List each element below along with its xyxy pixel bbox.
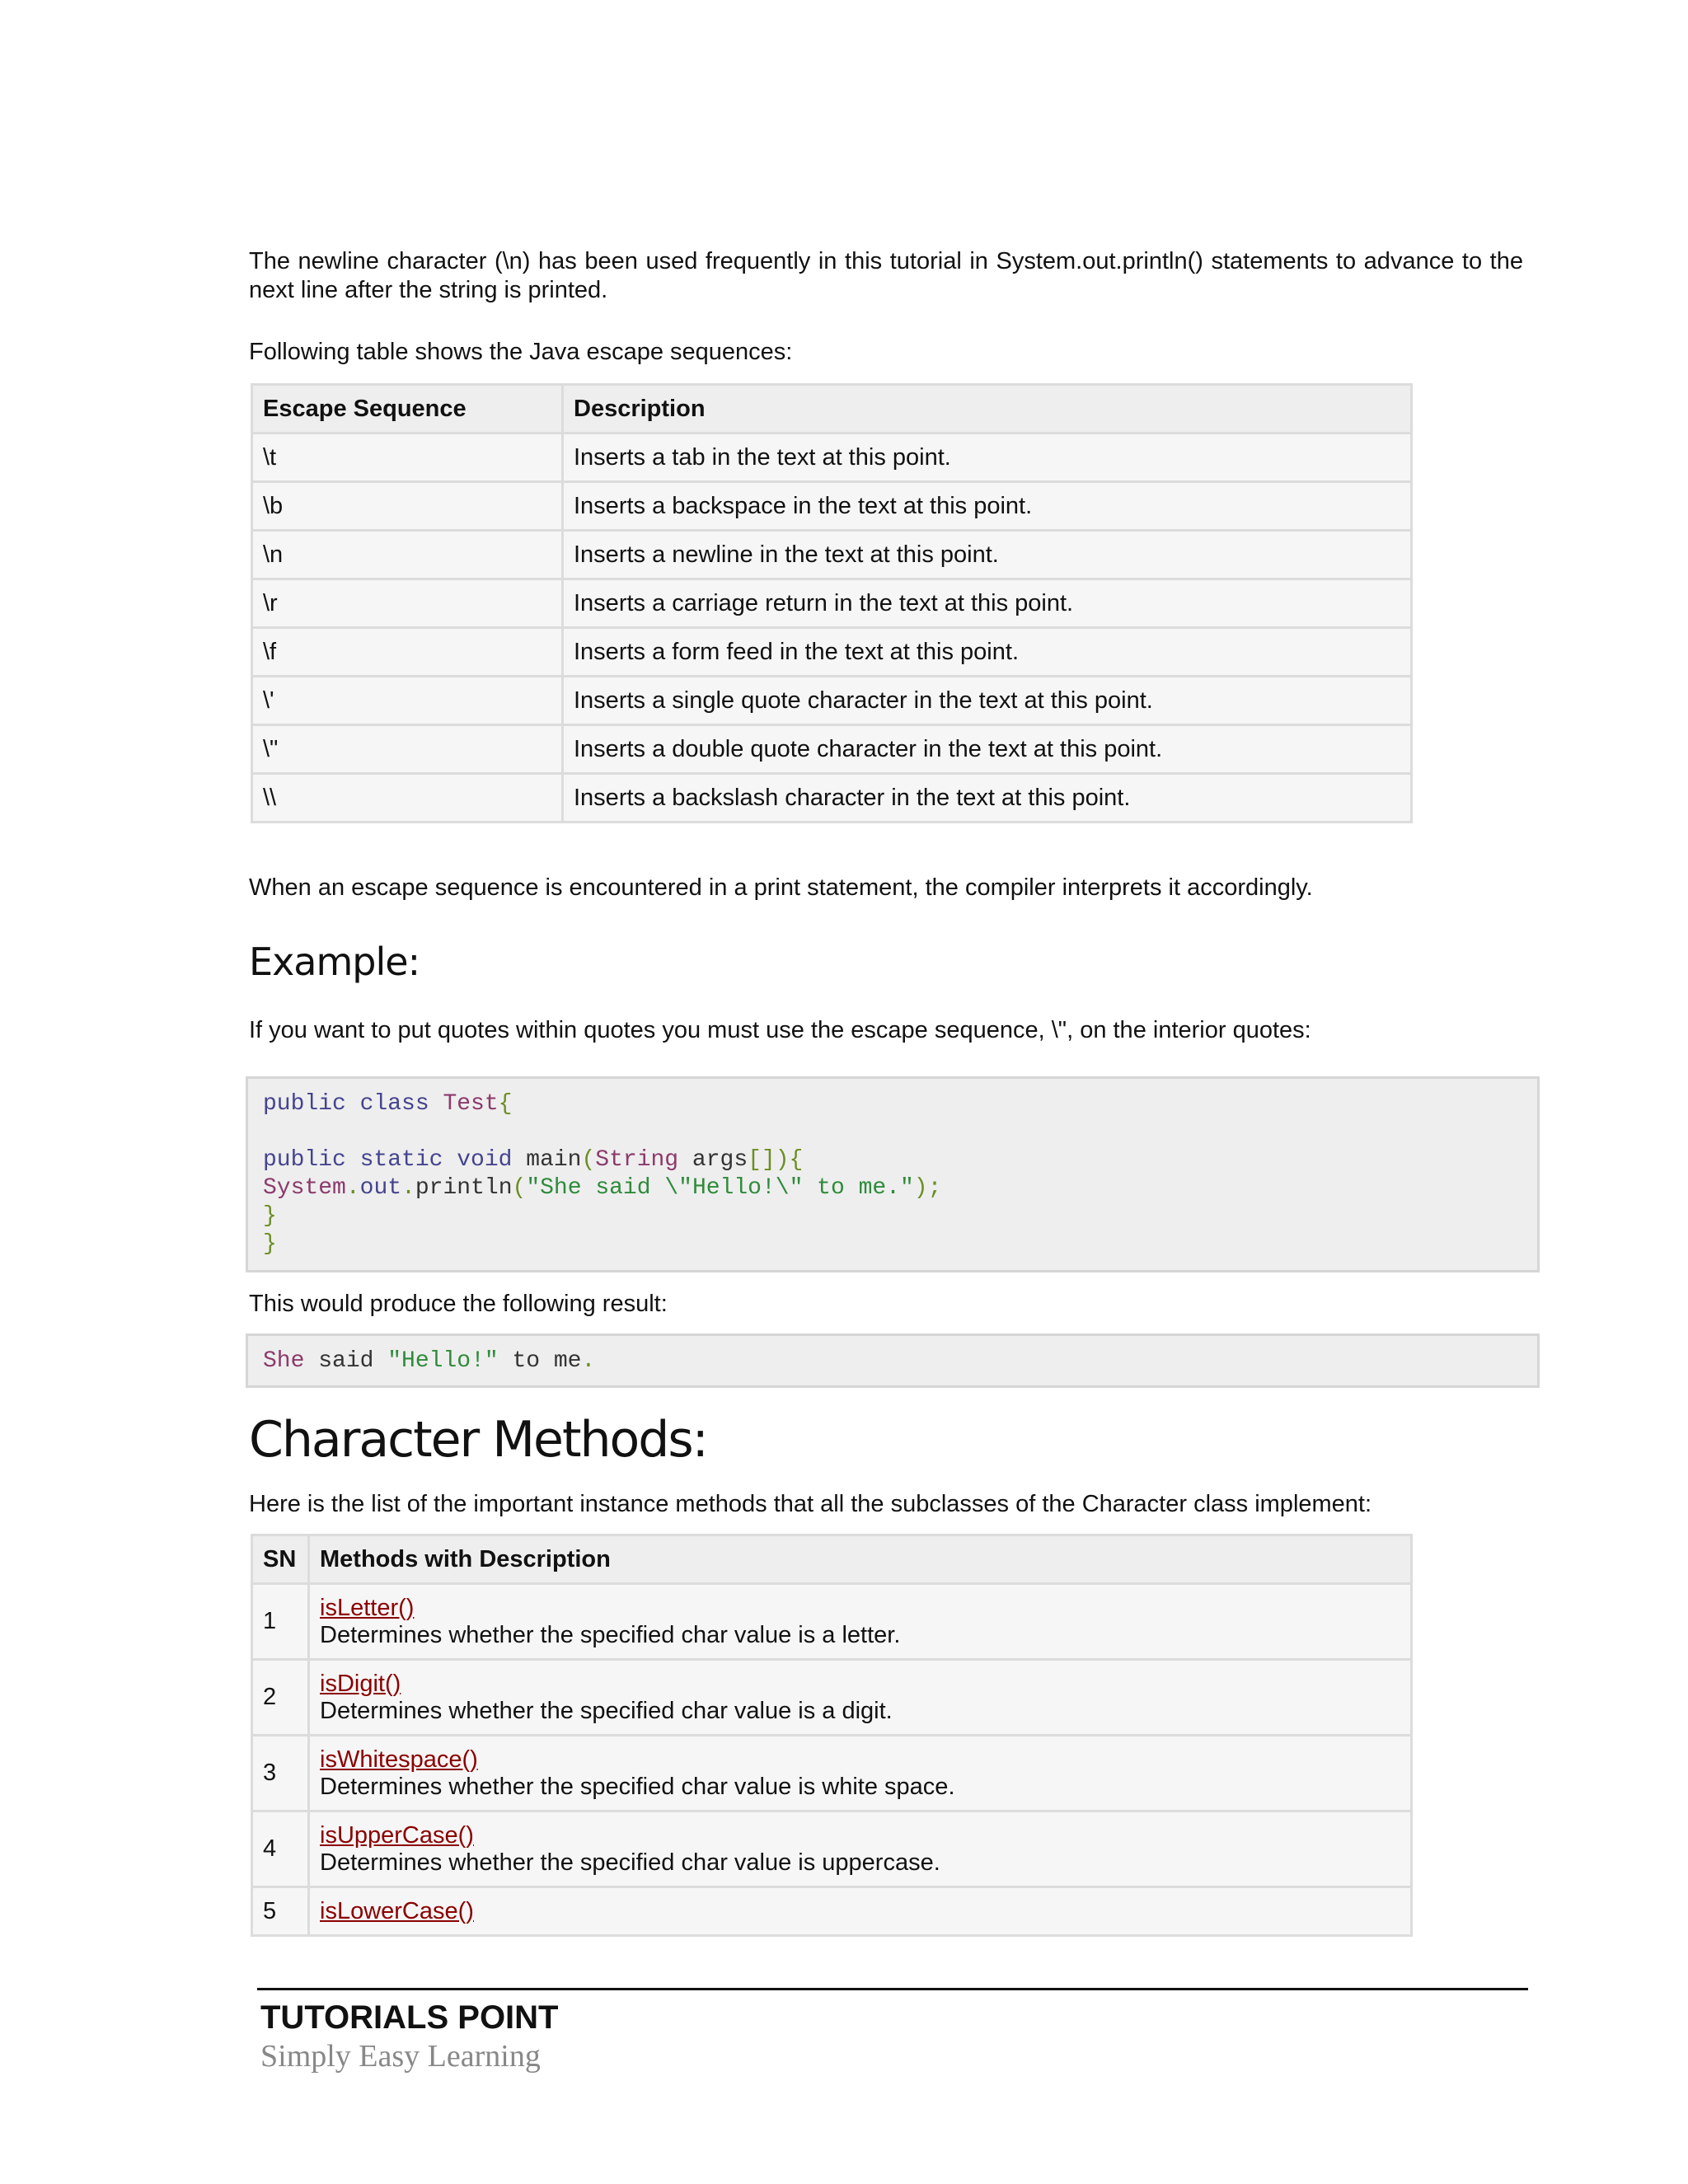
escape-desc-cell: Inserts a carriage return in the text at this point. bbox=[563, 579, 1412, 628]
output-block bbox=[246, 1333, 1540, 1388]
code-method-name: main bbox=[526, 1147, 582, 1173]
column-header: SN bbox=[252, 1535, 309, 1584]
method-description: Determines whether the specified char value is a letter. bbox=[320, 1621, 901, 1648]
methods-intro: Here is the list of the important instance methods that all the subclasses of the Character class implement: bbox=[249, 1491, 1372, 1517]
code-field: out bbox=[359, 1175, 402, 1201]
column-header: Description bbox=[563, 385, 1412, 434]
escape-desc-cell: Inserts a newline in the text at this point. bbox=[563, 531, 1412, 579]
table-row bbox=[252, 1887, 1412, 1936]
method-link[interactable]: isLowerCase() bbox=[320, 1897, 474, 1924]
code-string: "She said \"Hello!\" to me." bbox=[526, 1175, 914, 1201]
sn-cell: 1 bbox=[252, 1584, 309, 1660]
output-token: to me bbox=[498, 1348, 582, 1374]
code-punctuation: { bbox=[498, 1091, 513, 1117]
method-cell bbox=[309, 1584, 1412, 1660]
code-line bbox=[263, 1202, 1522, 1230]
escape-desc-cell: Inserts a double quote character in the text at this point. bbox=[563, 725, 1412, 774]
code-keyword: public class bbox=[263, 1091, 443, 1117]
method-link[interactable]: isDigit() bbox=[320, 1670, 401, 1697]
sn-cell: 3 bbox=[252, 1736, 309, 1811]
method-cell bbox=[309, 1660, 1412, 1736]
method-cell bbox=[309, 1736, 1412, 1811]
method-cell bbox=[309, 1811, 1412, 1887]
code-line bbox=[263, 1174, 1522, 1202]
sn-cell: 2 bbox=[252, 1660, 309, 1736]
code-punctuation: ( bbox=[581, 1147, 596, 1173]
output-token: said bbox=[304, 1348, 388, 1374]
code-method-name: println bbox=[415, 1175, 513, 1201]
code-punctuation: []){ bbox=[748, 1147, 804, 1173]
table-row bbox=[252, 677, 1412, 725]
table-row bbox=[252, 434, 1412, 482]
escape-desc-cell: Inserts a tab in the text at this point. bbox=[563, 434, 1412, 482]
intro-paragraph: The newline character (\n) has been used frequently in this tutorial in System.out.println() statements to advance to the next line after the string is printed. bbox=[249, 248, 1523, 303]
escape-seq-cell: \r bbox=[252, 579, 563, 628]
method-description: Determines whether the specified char value is uppercase. bbox=[320, 1849, 940, 1876]
output-punctuation: . bbox=[581, 1348, 596, 1374]
escape-seq-cell: \n bbox=[252, 531, 563, 579]
table-row bbox=[252, 579, 1412, 628]
output-string: "Hello!" bbox=[387, 1348, 499, 1374]
method-description: Determines whether the specified char value is white space. bbox=[320, 1773, 955, 1800]
method-description: Determines whether the specified char value is a digit. bbox=[320, 1697, 893, 1724]
escape-table-intro: Following table shows the Java escape sequences: bbox=[249, 339, 793, 365]
escape-seq-cell: \' bbox=[252, 677, 563, 725]
table-row bbox=[252, 1736, 1412, 1811]
code-line bbox=[263, 1230, 1522, 1258]
code-punctuation: . bbox=[401, 1175, 415, 1201]
footer-divider bbox=[257, 1988, 1528, 1990]
escape-sequence-table bbox=[251, 383, 1413, 823]
output-token: She bbox=[263, 1348, 305, 1374]
table-row bbox=[252, 725, 1412, 774]
code-block bbox=[246, 1076, 1540, 1272]
escape-seq-cell: \f bbox=[252, 628, 563, 677]
code-line bbox=[263, 1146, 1522, 1174]
result-intro: This would produce the following result: bbox=[249, 1291, 668, 1317]
example-heading: Example: bbox=[249, 940, 420, 984]
output-line bbox=[263, 1347, 1522, 1376]
table-row bbox=[252, 628, 1412, 677]
code-punctuation: ( bbox=[512, 1175, 527, 1201]
column-header: Escape Sequence bbox=[252, 385, 563, 434]
method-link[interactable]: isUpperCase() bbox=[320, 1821, 474, 1849]
code-class-name: Test bbox=[443, 1091, 499, 1117]
escape-seq-cell: \" bbox=[252, 725, 563, 774]
table-row bbox=[252, 531, 1412, 579]
escape-seq-cell: \b bbox=[252, 482, 563, 531]
table-header-row bbox=[252, 385, 1412, 434]
escape-note: When an escape sequence is encountered in a print statement, the compiler interprets it accordingly. bbox=[249, 874, 1313, 901]
footer-tagline: Simply Easy Learning bbox=[260, 2039, 541, 2074]
code-class-name: String bbox=[595, 1147, 679, 1173]
code-blank-line bbox=[263, 1118, 1522, 1146]
method-link[interactable]: isWhitespace() bbox=[320, 1746, 478, 1773]
code-keyword: public static void bbox=[263, 1147, 527, 1173]
code-punctuation: . bbox=[345, 1175, 360, 1201]
escape-desc-cell: Inserts a backslash character in the text at this point. bbox=[563, 774, 1412, 823]
table-row bbox=[252, 1811, 1412, 1887]
table-header-row bbox=[252, 1535, 1412, 1584]
code-line bbox=[263, 1090, 1522, 1118]
escape-desc-cell: Inserts a backspace in the text at this point. bbox=[563, 482, 1412, 531]
table-row bbox=[252, 774, 1412, 823]
escape-desc-cell: Inserts a form feed in the text at this point. bbox=[563, 628, 1412, 677]
code-class-name: System bbox=[263, 1175, 346, 1201]
escape-desc-cell: Inserts a single quote character in the text at this point. bbox=[563, 677, 1412, 725]
method-cell bbox=[309, 1887, 1412, 1936]
code-punctuation: } bbox=[263, 1203, 277, 1229]
escape-seq-cell: \\ bbox=[252, 774, 563, 823]
methods-heading: Character Methods: bbox=[249, 1411, 707, 1469]
escape-seq-cell: \t bbox=[252, 434, 563, 482]
methods-table bbox=[251, 1534, 1413, 1937]
code-punctuation: ); bbox=[913, 1175, 942, 1201]
example-intro: If you want to put quotes within quotes you must use the escape sequence, \", on the interior quotes: bbox=[249, 1017, 1311, 1043]
table-row bbox=[252, 1660, 1412, 1736]
table-row bbox=[252, 482, 1412, 531]
code-identifier: args bbox=[678, 1147, 748, 1173]
code-punctuation: } bbox=[263, 1231, 277, 1257]
table-row bbox=[252, 1584, 1412, 1660]
footer-brand: TUTORIALS POINT bbox=[260, 1999, 559, 2036]
sn-cell: 4 bbox=[252, 1811, 309, 1887]
method-link[interactable]: isLetter() bbox=[320, 1594, 415, 1621]
sn-cell: 5 bbox=[252, 1887, 309, 1936]
column-header: Methods with Description bbox=[309, 1535, 1412, 1584]
